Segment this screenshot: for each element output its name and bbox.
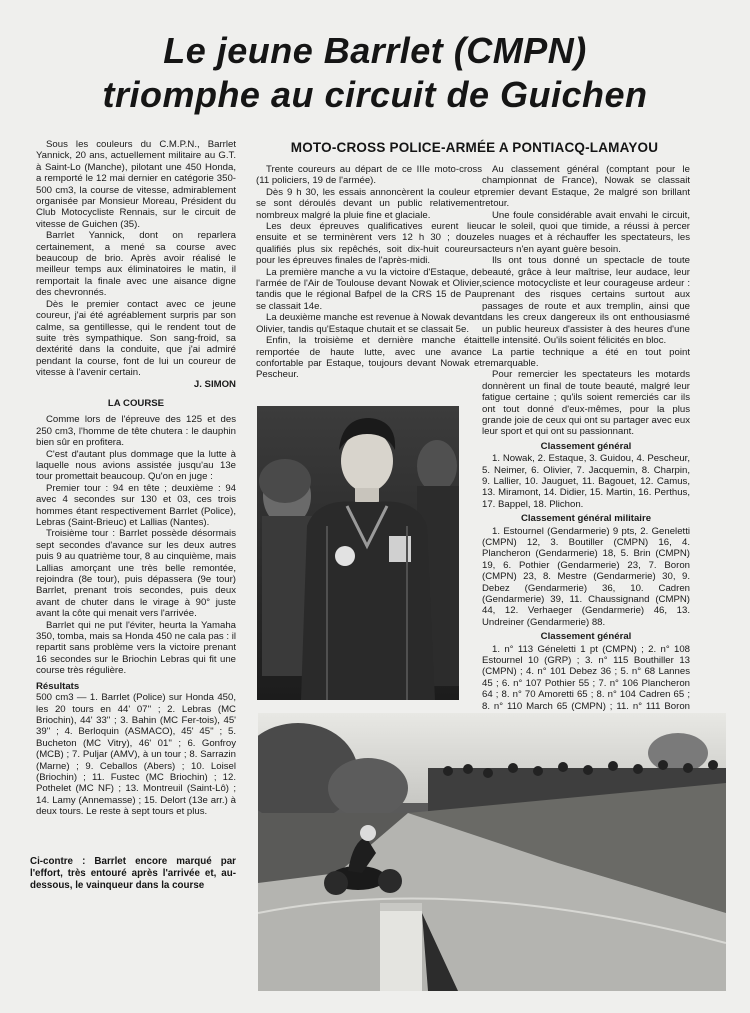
ranking-general-heading: Classement général — [540, 440, 632, 452]
portrait-photo — [257, 406, 459, 700]
motocross-paragraph: Ils ont tous donné un spectacle de toute beauté, grâce à leur maîtrise, leur audace, leur science motocycliste et leur courageuse ardeur : prenant des risques certains surtout aux passages de route et aux tremplin, ainsi que dans les creux dangereux ils ont enthousiasmé un public heureux d'assister à des heures d'une telle intensité. Ou'ils soient félicités en bloc. — [482, 255, 690, 347]
motocross-paragraph: La deuxième manche est revenue à Nowak devant Olivier, tandis qu'Estaque chutait et se classait 5e. — [256, 312, 482, 335]
motocross-paragraph: Dès 9 h 30, les essais annoncèrent la couleur et se sont déroulés devant un public relativement nombreux malgré la pluie fine et glaciale. — [256, 186, 482, 221]
ranking-military-heading: Classement général militaire — [520, 513, 652, 525]
author-signature: J. SIMON — [193, 378, 236, 390]
ranking-military-text: 1. Estournel (Gendarmerie) 9 pts, 2. Geneletti (CMPN) 12, 3. Boutiller (CMPN) 16, 4. Plancheron (Gendarmerie) 18, 5. Brin (CMPN) 19, 6. Pothier (Gendarmerie) 23, 7. Boron (CMPN) 23, 8. Mestre (Gendarmerie) 30, 9. Debez (Gendarmerie) 36, 10. Cadren (Gendarmerie) 39, 11. Chaussignand (CMPN) 44, 12. Verhaeger (Gendarmerie) 46, 13. Undreiner (Gendarmerie) 88. — [482, 525, 690, 628]
course-paragraph: Barrlet qui ne put l'éviter, heurta la Yamaha 350, tomba, mais sa Honda 450 ne cala pas : il repartit sans problème vers la victoire prenant 16 secondes sur le Briochin Lebras qui fit une course très régulière. — [36, 619, 236, 677]
motocross-paragraph: Au classement général (comptant pour le championnat de France), Nowak se classait premier devant Estaque, 2e malgré son brillant retour. — [482, 164, 690, 210]
motocross-paragraph: Enfin, la troisième et dernière manche était remportée de haute lutte, avec une avance confortable par Estaque, toujours devant Nowak et Pescheur. — [256, 335, 482, 381]
left-column — [36, 139, 236, 818]
intro-paragraph: Barrlet Yannick, dont on reparlera certainement, a mené sa course avec beaucoup de brio. Après avoir réalisé le meilleur temps aux éliminatoires le matin, il remportait la finale avec une aisance digne des chevronnés. — [36, 230, 236, 299]
headline-line-2: triomphe au circuit de Guichen — [102, 74, 648, 115]
ranking-final-text: 1. n° 113 Géneletti 1 pt (CMPN) ; 2. n° 108 Estournel 10 (GRP) ; 3. n° 115 Bouthiller 13 (CMPN) ; 4. n° 101 Debez 36 ; 5. n° 68 Lannes 45 ; 6. n° 107 Pothier 55 ; 7. n° 106 Plancheron 64 ; 8. n° 70 Amoretti 65 ; 8. n° 104 Cadren 65 ; 8. n° 110 March 65 (CMPN) ; 11. n° 111 Boron — [482, 643, 690, 712]
intro-paragraph: Sous les couleurs du C.M.P.N., Barrlet Yannick, 20 ans, actuellement militaire au G.T. à Saint-Lo (Manche), pilotant une 450 Honda, a remporté le 12 mai dernier en catégorie 350-500 cm3, la course de vitesse, admirablement organisée par Monsieur Moreau, Président du Club Motocycliste Rennais, sur le circuit de vitesse de Guichen (35). — [36, 139, 236, 230]
course-paragraph: Premier tour : 94 en tête ; deuxième : 94 avec 4 secondes sur 130 et 03, ces trois hommes étant respectivement Barrlet (Police), Lebras (Saint-Brieuc) et Lallias (Nantes). — [36, 482, 236, 528]
ranking-final-heading: Classement général — [540, 631, 632, 643]
results-heading: Résultats — [36, 680, 80, 692]
course-paragraph: Comme lors de l'épreuve des 125 et des 250 cm3, l'homme de tête chutera : le dauphin bien sûr en profitera. — [36, 414, 236, 449]
motocross-paragraph: Les deux épreuves qualificatives eurent lieu ensuite et se terminèrent vers 12 h 30 ; douze qualifiés plus six repêchés, soit dix-huit coureurs pour les épreuves finales de l'après-midi. — [256, 221, 482, 267]
right-column — [482, 164, 690, 735]
middle-column — [256, 164, 482, 381]
motocross-paragraph: Trente coureurs au départ de ce IIIe moto-cross (11 policiers, 19 de l'armée). — [256, 164, 482, 187]
motocross-paragraph: La première manche a vu la victoire d'Estaque, de l'armée de l'Air de Toulouse devant Nowak et Olivier, tandis que le régional Bafpel de la CRS 15 de Pau se classait 14e. — [256, 266, 482, 312]
course-paragraph: C'est d'autant plus dommage que la lutte à laquelle nous avions assistée jusqu'au 13e tour promettait beaucoup. Qu'on en juge : — [36, 448, 236, 483]
motocross-paragraph: Une foule considérable avait envahi le circuit, car le soleil, quoi que timide, a réussi à percer les nuages et à réchauffer les spectateurs, les acteurs n'en ayant guère besoin. — [482, 209, 690, 255]
photo-caption: Ci-contre : Barrlet encore marqué par l'effort, très entouré après l'arrivée et, au-dessous, le vainqueur dans la course — [30, 856, 236, 891]
course-paragraph: Troisième tour : Barrlet possède désormais sept secondes d'avance sur les deux autres puis 9 au quatrième tour, 8 au cinquième, mais Lallias amorçant une très belle remontée, rejoindra (8e tour), puis dépassera (9e tour) Barrlet, prenant trois secondes, puis deux avant de chuter dans le virage à 90° juste avant la côte qui menait vers l'arrivée. — [36, 528, 236, 620]
race-photo-icon — [258, 713, 726, 991]
motocross-title: MOTO-CROSS POLICE-ARMÉE A PONTIACQ-LAMAYOU — [290, 140, 659, 155]
headline-line-1: Le jeune Barrlet (CMPN) — [163, 30, 587, 71]
ranking-general-text: 1. Nowak, 2. Estaque, 3. Guidou, 4. Pescheur, 5. Neimer, 6. Olivier, 7. Jacquemin, 8. Charpin, 9. Lallier, 10. Jauguet, 11. Bagouet, 12. Camus, 13. Miramont, 14. Didier, 15. Martin, 16. Perthus, 17. Bappel, 18. Plichon. — [482, 453, 690, 510]
portrait-photo-icon — [257, 406, 459, 700]
course-heading: LA COURSE — [107, 397, 165, 409]
intro-paragraph: Dès le premier contact avec ce jeune coureur, j'ai été agréablement surpris par son calme, sa gentillesse, qui le rendent tout de suite très sympathique. Son sang-froid, sa dextérité dans la conduite, que j'ai admiré pendant la course, font de lui un coureur de vitesse à l'avenir certain. — [36, 298, 236, 379]
motocross-paragraph: La partie technique a été en tout point remarquable. — [482, 346, 690, 369]
motocross-paragraph: Pour remercier les spectateurs les motards donnèrent un final de toute beauté, malgré leur fatigue certaine ; qu'ils soient remerciés car ils ont tout donné d'eux-mêmes, pour la plus grande joie de ceux qui ont su partager avec eux leur sport et qui ont su passionnant. — [482, 369, 690, 438]
results-text: 500 cm3 — 1. Barrlet (Police) sur Honda 450, les 20 tours en 44' 07'' ; 2. Lebras (MC Briochin), 44' 33'' ; 3. Bahin (MC Fer-tois), 45' 39'' ; 4. Berloquin (ASMACO), 45' 45'' ; 5. Bucheton (MC Vitry), 46' 01'' ; 6. Gonfroy (MCB) ; 7. Puljar (AMV), à un tour ; 8. Sarrazin (Marne) ; 9. Ceballos (Abers) ; 10. Loisel (Briochin) ; 11. Fustec (MC Briochin) ; 12. Pothelet (MC NF) ; 13. Montreuil (Saint-Lô) ; 14. Lamy (Annemasse) ; 15. Delort (13e arr.) à deux tours. Le reste à sept tours et plus. — [36, 692, 236, 818]
race-photo — [258, 713, 726, 991]
